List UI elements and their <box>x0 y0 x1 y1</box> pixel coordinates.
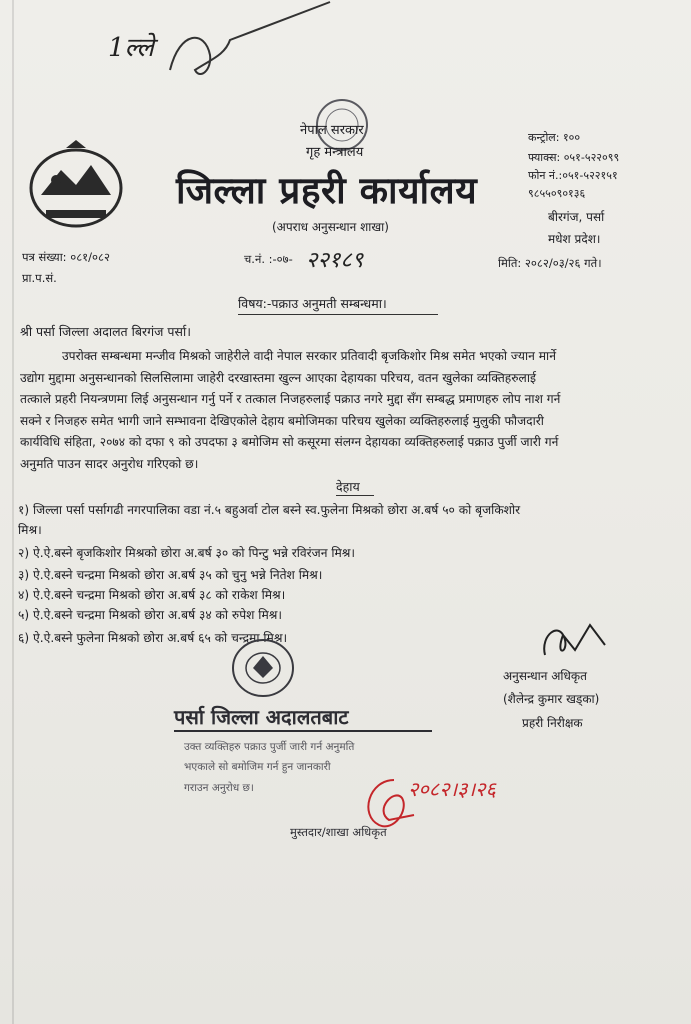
contact-city: बीरगंज, पर्सा <box>548 210 605 224</box>
court-stamp-line: उक्त व्यक्तिहरु पक्राउ पुर्जी जारी गर्न अनुमति <box>184 741 355 753</box>
recipient: श्री पर्सा जिल्ला अदालत बिरगंज पर्सा। <box>20 324 191 339</box>
header-gov: नेपाल सरकार <box>300 123 364 138</box>
body-line: सक्ने र निजहरु समेत भागी जाने सम्भावना देखिएकोले देहाय बमोजिमका परिचय खुलेका व्यक्तिहरुलाई मुलुकी फौजदारी <box>20 413 544 428</box>
contact-province: मधेश प्रदेश। <box>548 232 601 246</box>
header-ministry: गृह मन्त्रालय <box>306 145 364 160</box>
list-title: देहाय <box>336 479 360 494</box>
letter-number: पत्र संख्या: ०८१/०८२ <box>22 250 110 264</box>
body-line: कार्यविधि संहिता, २०७४ को दफा ९ को उपदफा ३ बमोजिम सो कसूरमा संलग्न देहायका व्यक्तिहरुलाई पक्राउ पुर्जी जारी गर्न <box>20 435 559 449</box>
contact-control: कन्ट्रोल: १०० <box>528 131 581 144</box>
body-paragraph <box>20 346 670 475</box>
court-stamp-underline <box>174 730 432 732</box>
list-item: २) ऐ.ऐ.बस्ने बृजकिशोर मिश्रको छोरा अ.बर्ष ३० को पिन्टु भन्ने रविरंजन मिश्र। <box>18 546 356 560</box>
list-title-underline <box>336 495 374 496</box>
dispatch-number-handwritten: २२१८९ <box>306 248 364 273</box>
nepal-emblem-icon <box>26 140 126 230</box>
letter-date: मिति: २०८२/०३/२६ गते। <box>498 256 602 270</box>
list-item: ५) ऐ.ऐ.बस्ने चन्द्रमा मिश्रको छोरा अ.बर्ष ३४ को रुपेश मिश्र। <box>18 608 282 622</box>
court-stamp-line: भएकाले सो बमोजिम गर्न हुन जानकारी <box>184 761 331 773</box>
body-line: तत्काले प्रहरी नियन्त्रणमा लिई अनुसन्धान गर्नु पर्ने र तत्काल निजहरुलाई पक्राउ नगरे मुद्दा सँग सम्बद्ध प्रमाणहरु लोप नाश गर्न <box>20 392 561 406</box>
court-stamp-footer: मुस्तदार/शाखा अधिकृत <box>290 825 387 839</box>
court-round-stamp-icon <box>228 636 298 700</box>
court-stamp-line: गराउन अनुरोध छ। <box>184 782 254 794</box>
red-handwritten-date: २०८२।३।२६ <box>408 777 496 801</box>
reference-number: प्रा.प.सं. <box>22 271 57 285</box>
contact-mobile: ९८५५०९०१३६ <box>528 187 586 200</box>
handwritten-note-top: 1ल्ले <box>108 33 154 63</box>
subject-underline <box>238 314 438 315</box>
body-line: उद्योग मुद्दामा अनुसन्धानको सिलसिलामा जाहेरी दरखास्तमा खुल्न आएका देहायका परिचय, वतन खुलेका व्यक्तिहरुलाई <box>20 370 536 385</box>
list-item: ३) ऐ.ऐ.बस्ने चन्द्रमा मिश्रको छोरा अ.बर्ष ३५ को चुनु भन्ने नितेश मिश्र। <box>18 568 323 582</box>
list-item: १) जिल्ला पर्सा पर्सागढी नगरपालिका वडा नं.५ बहुअर्वा टोल बस्ने स्व.फुलेना मिश्रको छोरा अ.बर्ष ५० को बृजकिशोर <box>18 503 521 517</box>
dispatch-number-label: च.नं. :-०७- <box>244 252 293 266</box>
subject-line: विषय:-पक्राउ अनुमती सम्बन्धमा। <box>238 296 387 311</box>
signatory-rank: प्रहरी निरीक्षक <box>522 716 583 730</box>
office-title: जिल्ला प्रहरी कार्यालय <box>176 169 478 212</box>
list-item: ६) ऐ.ऐ.बस्ने फुलेना मिश्रको छोरा अ.बर्ष ६५ को चन्द्रमा मिश्र। <box>18 631 288 645</box>
signatory-name: (शैलेन्द्र कुमार खड्का) <box>503 692 600 706</box>
branch-title: (अपराध अनुसन्धान शाखा) <box>272 220 389 234</box>
list-item: मिश्र। <box>18 523 42 537</box>
contact-fax: फ्याक्स: ०५१-५२२०९९ <box>528 151 620 164</box>
body-line: अनुमति पाउन सादर अनुरोध गरिएको छ। <box>20 456 199 471</box>
signature-icon <box>535 615 615 665</box>
list-item: ४) ऐ.ऐ.बस्ने चन्द्रमा मिश्रको छोरा अ.बर्ष ३८ को राकेश मिश्र। <box>18 588 286 602</box>
handwritten-scribble <box>150 0 340 95</box>
body-line: उपरोक्त सम्बन्धमा मन्जीव मिश्रको जाहेरीले वादी नेपाल सरकार प्रतिवादी बृजकिशोर मिश्र समेत भएको ज्यान मार्ने <box>62 349 556 363</box>
signatory-title: अनुसन्धान अधिकृत <box>503 669 587 683</box>
contact-phone: फोन नं.:०५१-५२२१५१ <box>528 169 618 182</box>
court-stamp-title: पर्सा जिल्ला अदालतबाट <box>174 705 349 729</box>
